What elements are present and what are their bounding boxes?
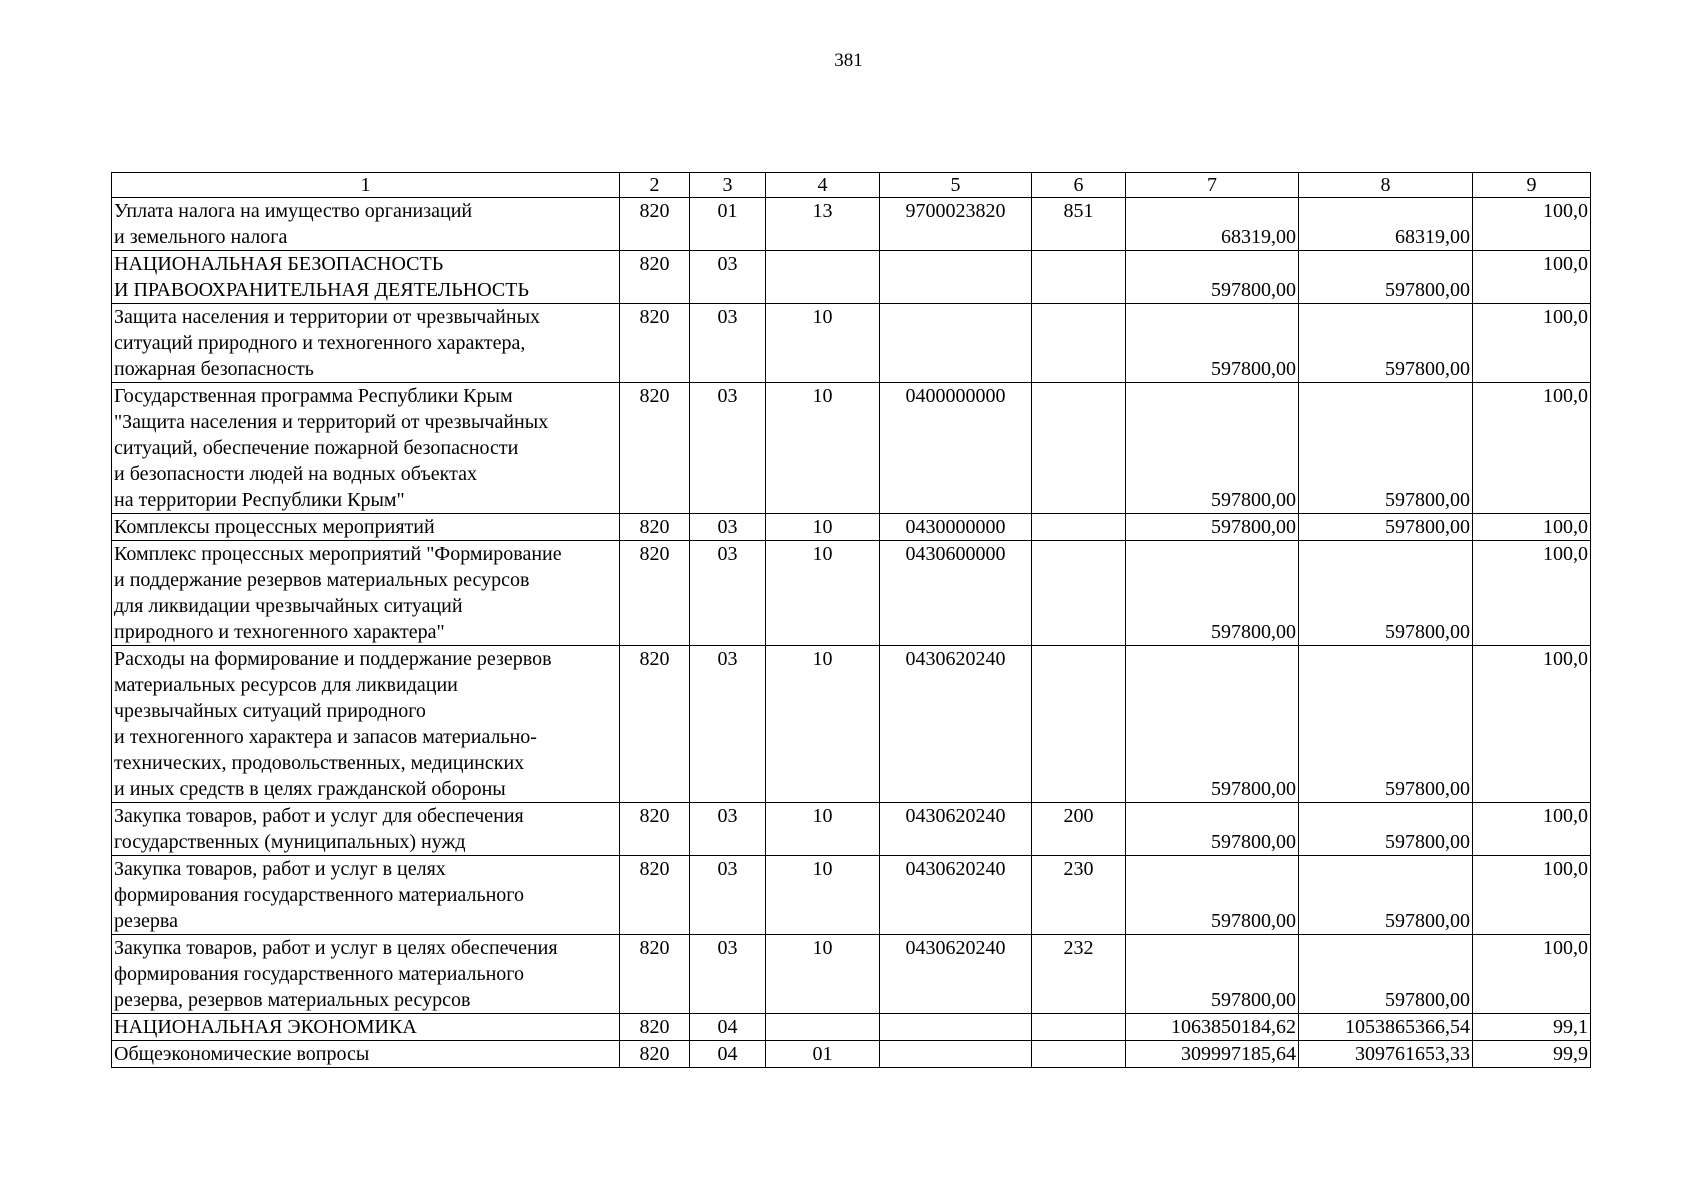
cell-col-2: 820 [620, 935, 690, 1014]
table-row [112, 514, 1591, 541]
cell-col-3: 03 [690, 304, 766, 383]
cell-col-6 [1032, 541, 1126, 646]
cell-col-9: 100,0 [1473, 646, 1591, 803]
cell-col-5 [880, 251, 1032, 304]
row-name-cell: Закупка товаров, работ и услуг для обеспечения государственных (муниципальных) нужд [112, 803, 620, 856]
column-header: 2 [620, 173, 690, 198]
cell-col-7: 597800,00 [1126, 803, 1299, 856]
cell-col-9: 100,0 [1473, 541, 1591, 646]
cell-col-6: 230 [1032, 856, 1126, 935]
row-name-cell: Защита населения и территории от чрезвычайных ситуаций природного и техногенного характера, пожарная безопасность [112, 304, 620, 383]
column-header: 4 [766, 173, 880, 198]
table-row [112, 251, 1591, 304]
cell-col-7: 309997185,64 [1126, 1041, 1299, 1068]
cell-col-5: 0400000000 [880, 383, 1032, 514]
cell-col-7: 597800,00 [1126, 304, 1299, 383]
cell-col-3: 03 [690, 803, 766, 856]
row-name-cell: НАЦИОНАЛЬНАЯ ЭКОНОМИКА [112, 1014, 620, 1041]
column-header: 3 [690, 173, 766, 198]
cell-col-7: 597800,00 [1126, 383, 1299, 514]
cell-col-9: 100,0 [1473, 198, 1591, 251]
cell-col-8: 597800,00 [1299, 646, 1473, 803]
cell-col-6 [1032, 1041, 1126, 1068]
cell-col-9: 100,0 [1473, 935, 1591, 1014]
cell-col-3: 04 [690, 1041, 766, 1068]
column-header: 7 [1126, 173, 1299, 198]
cell-col-7: 597800,00 [1126, 856, 1299, 935]
budget-table [111, 172, 1591, 1068]
cell-col-7: 68319,00 [1126, 198, 1299, 251]
cell-col-8: 68319,00 [1299, 198, 1473, 251]
cell-col-4 [766, 1014, 880, 1041]
cell-col-3: 01 [690, 198, 766, 251]
cell-col-9: 99,9 [1473, 1041, 1591, 1068]
cell-col-5: 0430620240 [880, 856, 1032, 935]
cell-col-4: 10 [766, 803, 880, 856]
cell-col-9: 100,0 [1473, 803, 1591, 856]
cell-col-6 [1032, 383, 1126, 514]
row-name-cell: Закупка товаров, работ и услуг в целях формирования государственного материального резерва [112, 856, 620, 935]
table-row [112, 1014, 1591, 1041]
cell-col-6 [1032, 251, 1126, 304]
cell-col-3: 03 [690, 856, 766, 935]
cell-col-7: 597800,00 [1126, 251, 1299, 304]
table-row [112, 383, 1591, 514]
cell-col-4: 10 [766, 646, 880, 803]
cell-col-4: 10 [766, 514, 880, 541]
cell-col-6 [1032, 646, 1126, 803]
cell-col-8: 597800,00 [1299, 383, 1473, 514]
column-header: 8 [1299, 173, 1473, 198]
cell-col-8: 597800,00 [1299, 304, 1473, 383]
cell-col-8: 597800,00 [1299, 514, 1473, 541]
table-row [112, 803, 1591, 856]
cell-col-4: 10 [766, 304, 880, 383]
cell-col-5 [880, 304, 1032, 383]
column-header: 9 [1473, 173, 1591, 198]
cell-col-3: 03 [690, 935, 766, 1014]
cell-col-5: 0430620240 [880, 935, 1032, 1014]
cell-col-3: 03 [690, 541, 766, 646]
cell-col-7: 597800,00 [1126, 514, 1299, 541]
cell-col-4: 13 [766, 198, 880, 251]
cell-col-2: 820 [620, 514, 690, 541]
cell-col-8: 597800,00 [1299, 935, 1473, 1014]
cell-col-4 [766, 251, 880, 304]
cell-col-4: 10 [766, 383, 880, 514]
row-name-cell: Комплексы процессных мероприятий [112, 514, 620, 541]
cell-col-3: 03 [690, 251, 766, 304]
cell-col-2: 820 [620, 856, 690, 935]
row-name-cell: Расходы на формирование и поддержание резервов материальных ресурсов для ликвидации чрезвычайных ситуаций природного и техногенного характера и запасов материально- технических, продовольственных, медицинских и иных средств в целях гражданской обороны [112, 646, 620, 803]
cell-col-9: 100,0 [1473, 251, 1591, 304]
cell-col-5: 9700023820 [880, 198, 1032, 251]
cell-col-8: 1053865366,54 [1299, 1014, 1473, 1041]
cell-col-7: 597800,00 [1126, 935, 1299, 1014]
cell-col-5: 0430600000 [880, 541, 1032, 646]
cell-col-8: 597800,00 [1299, 541, 1473, 646]
cell-col-7: 1063850184,62 [1126, 1014, 1299, 1041]
cell-col-9: 100,0 [1473, 304, 1591, 383]
row-name-cell: Закупка товаров, работ и услуг в целях обеспечения формирования государственного материального резерва, резервов материальных ресурсов [112, 935, 620, 1014]
cell-col-3: 03 [690, 514, 766, 541]
cell-col-7: 597800,00 [1126, 646, 1299, 803]
cell-col-5 [880, 1014, 1032, 1041]
cell-col-2: 820 [620, 198, 690, 251]
cell-col-2: 820 [620, 383, 690, 514]
cell-col-9: 100,0 [1473, 856, 1591, 935]
cell-col-6 [1032, 514, 1126, 541]
cell-col-2: 820 [620, 1041, 690, 1068]
cell-col-5: 0430620240 [880, 646, 1032, 803]
cell-col-4: 10 [766, 935, 880, 1014]
table-row [112, 198, 1591, 251]
table-row [112, 646, 1591, 803]
cell-col-6 [1032, 304, 1126, 383]
cell-col-9: 99,1 [1473, 1014, 1591, 1041]
row-name-cell: Государственная программа Республики Крым "Защита населения и территорий от чрезвычайных ситуаций, обеспечение пожарной безопасности и безопасности людей на водных объектах на территории Республики Крым" [112, 383, 620, 514]
table-row [112, 1041, 1591, 1068]
cell-col-5 [880, 1041, 1032, 1068]
cell-col-5: 0430620240 [880, 803, 1032, 856]
row-name-cell: Общеэкономические вопросы [112, 1041, 620, 1068]
cell-col-2: 820 [620, 646, 690, 803]
cell-col-3: 03 [690, 646, 766, 803]
row-name-cell: НАЦИОНАЛЬНАЯ БЕЗОПАСНОСТЬ И ПРАВООХРАНИТЕЛЬНАЯ ДЕЯТЕЛЬНОСТЬ [112, 251, 620, 304]
cell-col-4: 10 [766, 541, 880, 646]
cell-col-3: 03 [690, 383, 766, 514]
cell-col-6 [1032, 1014, 1126, 1041]
cell-col-6: 232 [1032, 935, 1126, 1014]
cell-col-3: 04 [690, 1014, 766, 1041]
table-row [112, 304, 1591, 383]
table-header-row [112, 173, 1591, 198]
cell-col-8: 597800,00 [1299, 251, 1473, 304]
cell-col-6: 200 [1032, 803, 1126, 856]
cell-col-9: 100,0 [1473, 383, 1591, 514]
table-row [112, 541, 1591, 646]
cell-col-4: 01 [766, 1041, 880, 1068]
cell-col-8: 597800,00 [1299, 803, 1473, 856]
table-row [112, 856, 1591, 935]
column-header: 5 [880, 173, 1032, 198]
cell-col-8: 597800,00 [1299, 856, 1473, 935]
cell-col-4: 10 [766, 856, 880, 935]
page-number: 381 [834, 50, 863, 71]
cell-col-2: 820 [620, 304, 690, 383]
cell-col-7: 597800,00 [1126, 541, 1299, 646]
cell-col-5: 0430000000 [880, 514, 1032, 541]
row-name-cell: Комплекс процессных мероприятий "Формирование и поддержание резервов материальных ресурсов для ликвидации чрезвычайных ситуаций природного и техногенного характера" [112, 541, 620, 646]
cell-col-2: 820 [620, 541, 690, 646]
cell-col-8: 309761653,33 [1299, 1041, 1473, 1068]
cell-col-6: 851 [1032, 198, 1126, 251]
cell-col-9: 100,0 [1473, 514, 1591, 541]
cell-col-2: 820 [620, 1014, 690, 1041]
cell-col-2: 820 [620, 803, 690, 856]
column-header: 6 [1032, 173, 1126, 198]
table-row [112, 935, 1591, 1014]
column-header: 1 [112, 173, 620, 198]
cell-col-2: 820 [620, 251, 690, 304]
row-name-cell: Уплата налога на имущество организаций и земельного налога [112, 198, 620, 251]
